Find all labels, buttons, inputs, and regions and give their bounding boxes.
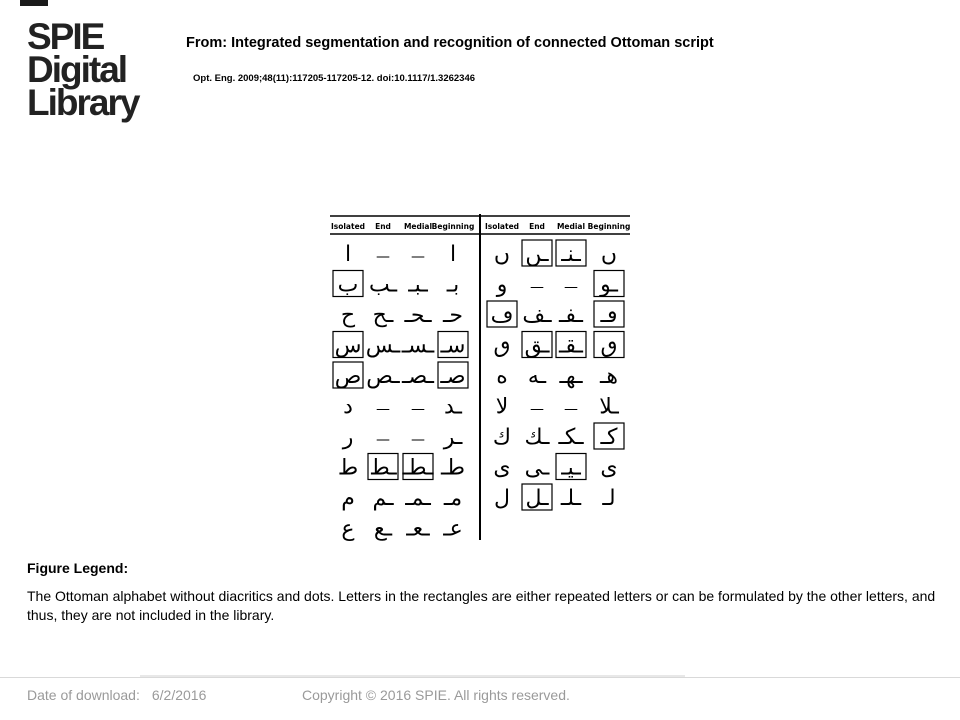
- right-letter-r4-c2: ـهـ: [559, 364, 583, 389]
- left-letter-r9-c1: ـع: [373, 516, 393, 542]
- right-letter-r8-c0: ل: [494, 486, 510, 511]
- left-letter-r3-c1: ـس: [365, 333, 401, 359]
- left-letter-r8-c0: م: [341, 486, 355, 511]
- right-letter-r0-c0: ں: [493, 242, 511, 267]
- left-letter-r7-c2: ـطـ: [402, 455, 434, 481]
- ottoman-alphabet-figure: [328, 212, 632, 542]
- right-letter-r6-c3: كـ: [600, 425, 618, 450]
- figure-header-4: Isolated: [484, 222, 520, 231]
- logo-line-1: SPIE: [27, 16, 104, 57]
- right-letter-r4-c3: هـ: [599, 364, 619, 389]
- right-letter-r6-c1: ـك: [524, 425, 550, 450]
- left-letter-r2-c0: ح: [340, 303, 356, 328]
- left-letter-r8-c2: ـمـ: [405, 486, 431, 511]
- left-letter-r1-c0: ب: [337, 272, 359, 298]
- figure-header-3: Beginning: [431, 222, 475, 231]
- spie-digital-library-logo: [27, 16, 139, 123]
- right-letter-r6-c0: ك: [492, 425, 512, 450]
- footer-divider: [0, 677, 960, 678]
- left-letter-r0-c2: —: [411, 249, 425, 265]
- left-letter-r5-c1: —: [376, 401, 390, 418]
- right-letter-r7-c3: ى: [600, 455, 618, 481]
- right-letter-r3-c1: ـق: [524, 333, 550, 359]
- left-letter-r4-c0: ص: [334, 364, 362, 389]
- left-letter-r3-c0: س: [334, 333, 362, 359]
- right-letter-r2-c1: ـف: [522, 303, 552, 328]
- right-letter-r2-c3: ڡـ: [600, 303, 618, 328]
- figure-header-2: Medial: [403, 222, 433, 231]
- figure-header-7: Beginning: [587, 222, 631, 231]
- right-letter-r7-c2: ـيـ: [561, 455, 581, 481]
- right-letter-r3-c3: ٯ: [600, 333, 618, 359]
- right-letter-r1-c0: و: [496, 272, 508, 298]
- left-letter-r9-c0: ع: [341, 516, 355, 542]
- left-letter-r8-c3: مـ: [443, 486, 463, 511]
- left-letter-r3-c3: سـ: [440, 333, 466, 359]
- left-letter-r6-c1: —: [376, 432, 390, 448]
- right-letter-r0-c3: ں: [600, 242, 618, 267]
- figure-legend-title: Figure Legend:: [27, 560, 129, 576]
- left-letter-r7-c0: ط: [337, 455, 359, 481]
- left-letter-r4-c3: صـ: [440, 364, 466, 389]
- figure-cells: [335, 242, 620, 542]
- figure-header-1: End: [375, 222, 391, 231]
- left-letter-r2-c3: حـ: [442, 303, 464, 328]
- right-letter-r8-c3: لـ: [602, 486, 616, 511]
- right-letter-r4-c0: ه: [496, 364, 508, 389]
- right-letter-r7-c1: ـى: [524, 455, 550, 481]
- right-letter-r5-c1: —: [530, 401, 544, 418]
- left-letter-r0-c3: ا: [449, 242, 457, 267]
- left-letter-r5-c3: ـد: [444, 394, 462, 420]
- left-letter-r8-c1: ـم: [372, 486, 394, 511]
- left-letter-r1-c3: بـ: [446, 272, 460, 298]
- left-letter-r7-c1: ـط: [369, 455, 397, 481]
- right-letter-r6-c2: ـكـ: [558, 425, 584, 450]
- right-letter-r0-c1: ـں: [525, 242, 549, 267]
- right-letter-r5-c2: —: [564, 401, 578, 418]
- left-letter-r0-c1: —: [376, 249, 390, 265]
- right-letter-r1-c2: —: [564, 279, 578, 296]
- copyright-notice: Copyright © 2016 SPIE. All rights reserved.: [302, 687, 570, 703]
- left-letter-r4-c2: ـصـ: [402, 364, 434, 389]
- logo-line-2: Digital: [27, 49, 127, 90]
- left-letter-r6-c2: —: [411, 432, 425, 448]
- figure-header-6: Medial: [556, 222, 586, 231]
- left-letter-r2-c1: ـح: [372, 303, 394, 328]
- left-letter-r1-c2: ـبـ: [408, 272, 428, 298]
- left-letter-r2-c2: ـحـ: [404, 303, 432, 328]
- right-letter-r1-c3: ـو: [600, 272, 618, 298]
- right-letter-r8-c1: ـل: [525, 486, 549, 511]
- left-letter-r1-c1: ـب: [368, 272, 398, 298]
- left-letter-r4-c1: ـص: [366, 364, 400, 389]
- left-letter-r6-c3: ـر: [443, 425, 463, 450]
- left-letter-r0-c0: ا: [344, 242, 352, 267]
- left-letter-r9-c2: ـعـ: [406, 516, 430, 542]
- right-letter-r2-c0: ڡ: [490, 303, 514, 328]
- left-letter-r9-c3: عـ: [443, 516, 463, 542]
- download-date-value: 6/2/2016: [151, 687, 207, 703]
- logo-line-3: Library: [27, 82, 139, 123]
- download-date: [27, 687, 206, 703]
- left-letter-r7-c3: طـ: [441, 455, 465, 481]
- figure-header-0: Isolated: [330, 222, 366, 231]
- right-letter-r5-c3: ـلا: [599, 394, 619, 420]
- right-letter-r7-c0: ى: [493, 455, 511, 481]
- right-letter-r5-c0: لا: [495, 394, 509, 420]
- right-letter-r8-c2: ـلـ: [560, 486, 582, 511]
- right-letter-r3-c0: ٯ: [493, 333, 511, 359]
- citation: Opt. Eng. 2009;48(11):117205-117205-12. doi:10.1117/1.3262346: [193, 73, 476, 84]
- figure-legend-text: The Ottoman alphabet without diacritics and dots. Letters in the rectangles are either repeated letters or can be formulated by the other letters, and thus, they are not included in the library.: [27, 588, 936, 623]
- figure-header-5: End: [529, 222, 545, 231]
- corner-mark: [20, 0, 48, 6]
- source-title: From: Integrated segmentation and recognition of connected Ottoman script: [186, 35, 714, 51]
- left-letter-r3-c2: ـسـ: [401, 333, 435, 359]
- right-letter-r2-c2: ـفـ: [558, 303, 584, 328]
- left-letter-r6-c0: ر: [342, 425, 354, 450]
- right-letter-r0-c2: ـنـ: [561, 242, 581, 267]
- download-date-label: Date of download:: [27, 687, 140, 703]
- left-letter-r5-c2: —: [411, 401, 425, 418]
- right-letter-r3-c2: ـقـ: [558, 333, 584, 359]
- left-letter-r5-c0: د: [343, 394, 353, 420]
- right-letter-r1-c1: —: [530, 279, 544, 296]
- right-letter-r4-c1: ـه: [527, 364, 547, 389]
